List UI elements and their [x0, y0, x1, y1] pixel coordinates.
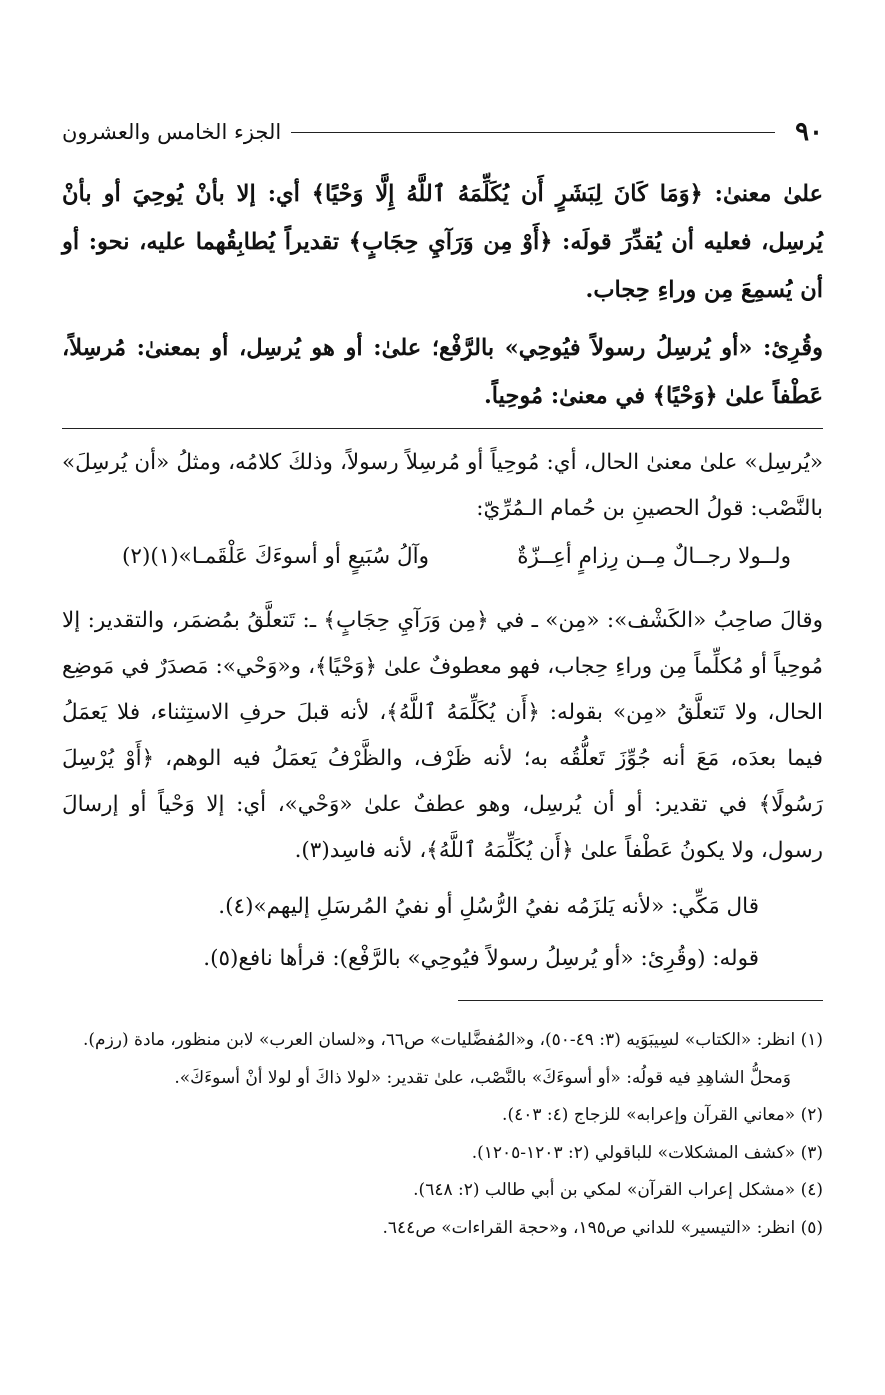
verse-second-hemistich: وآلُ سُبَيعٍ أو أسوءَكَ عَلْقَمـا»(١)(٢): [122, 544, 429, 569]
footnote-2: (٢) «معاني القرآن وإعرابه» للزجاج (٤: ٤٠٣).: [502, 1105, 823, 1125]
footnotes: [62, 1022, 823, 1247]
main-text: [62, 170, 823, 420]
header-rule: [291, 132, 775, 133]
footnote-5: (٥) انظر: «التيسير» للداني ص١٩٥، و«حجة القراءات» ص٦٤٤.: [382, 1217, 823, 1238]
footnote-1-continuation: وَمحلُّ الشاهِدِ فيه قولُه: «أو أسوءَكَ» بالنَّصْب، علىٰ تقدير: «لولا ذاكَ أو لولا أنْ أسوءَكَ».: [174, 1067, 791, 1088]
poetry-verse: [62, 532, 823, 582]
commentary: [62, 440, 823, 982]
verse-first-hemistich: ولــولا رجــالٌ مِــن رِزامٍ أعِــزّةٌ: [517, 544, 791, 569]
main-paragraph-1: علىٰ معنىٰ: ﴿وَمَا كَانَ لِبَشَرٍ أَن يُكَلِّمَهُ ٱللَّهُ إِلَّا وَحْيًا﴾ أي: إلا بأنْ يُوحِيَ أو بأنْ يُرسِل، فعليه أن يُقدِّرَ قولَه: ﴿أَوْ مِن وَرَآيِ حِجَابٍ﴾ تقديراً يُطابِقُهما عليه، نحو: أو أن يُسمِعَ مِن وراءِ حِجاب.: [62, 181, 823, 303]
commentary-paragraph-3: قال مَكِّي: «لأنه يَلزَمُه نفيُ الرُّسُلِ أو نفيُ المُرسَلِ إليهم»(٤).: [218, 894, 759, 919]
main-paragraph-2: وقُرِئ: «أو يُرسِلُ رسولاً فيُوحِي» بالرَّفْع؛ علىٰ: أو هو يُرسِل، أو بمعنىٰ: مُرسِلاً، عَطْفاً علىٰ ﴿وَحْيًا﴾ في معنىٰ: مُوحِياً.: [62, 335, 823, 409]
commentary-paragraph-1: «يُرسِل» علىٰ معنىٰ الحال، أي: مُوحِياً أو مُرسِلاً رسولاً، وذلكَ كلامُه، ومثلُ «أن يُرسِلَ» بالنَّصْب: قولُ الحصينِ بن حُمام الـمُرِّيّ:: [62, 450, 823, 521]
footnote-1: (١) انظر: «الكتاب» لسِيبَوَيه (٣: ٤٩-٥٠)، و«المُفضَّليات» ص٦٦، و«لسان العرب» لابن منظور، مادة (رزم).: [83, 1030, 823, 1050]
page-header: [62, 112, 823, 152]
running-title: الجزء الخامس والعشرون: [62, 120, 282, 144]
footnote-3: (٣) «كشف المشكلات» للباقولي (٢: ١٢٠٣-١٢٠٥).: [471, 1142, 823, 1163]
footnote-separator: [458, 1000, 823, 1001]
commentary-paragraph-2: وقالَ صاحِبُ «الكَشْف»: «مِن» ـ في ﴿مِن وَرَآيِ حِجَابٍ﴾ ـ: تَتعلَّقُ بمُضمَر، والتقدير: إلا مُوحِياً أو مُكلِّماً مِن وراءِ حِجاب، فهو معطوفٌ علىٰ ﴿وَحْيًا﴾، و«وَحْي»: مَصدَرٌ في مَوضِع الحال، ولا تَتعلَّقُ «مِن» بقوله: ﴿أَن يُكَلِّمَهُ ٱللَّهُ﴾، لأنه قبلَ حرفِ الاستِثناء، فلا يَعمَلُ فيما بعدَه، مَعَ أنه جُوِّزَ تَعلُّقُه به؛ لأنه ظَرْف، والظَّرْفُ يَعمَلُ فيه الوهم، ﴿أَوْ يُرْسِلَ رَسُولًا﴾ في تقدير: أو أن يُرسِل، وهو عطفٌ علىٰ «وَحْي»، أي: إلا وَحْياً أو إرسالَ رسول، ولا يكونُ عَطْفاً علىٰ ﴿أَن يُكَلِّمَهُ ٱللَّهُ﴾، لأنه فاسِد(٣).: [62, 608, 823, 863]
page-number: ٩٠: [795, 117, 823, 147]
text-commentary-divider: [62, 428, 823, 429]
footnote-4: (٤) «مشكل إعراب القرآن» لمكي بن أبي طالب (٢: ٦٤٨).: [413, 1180, 823, 1200]
commentary-paragraph-4: قوله: (وقُرِئ: «أو يُرسِلُ رسولاً فيُوحِي» بالرَّفْع): قرأها نافع(٥).: [203, 946, 759, 971]
